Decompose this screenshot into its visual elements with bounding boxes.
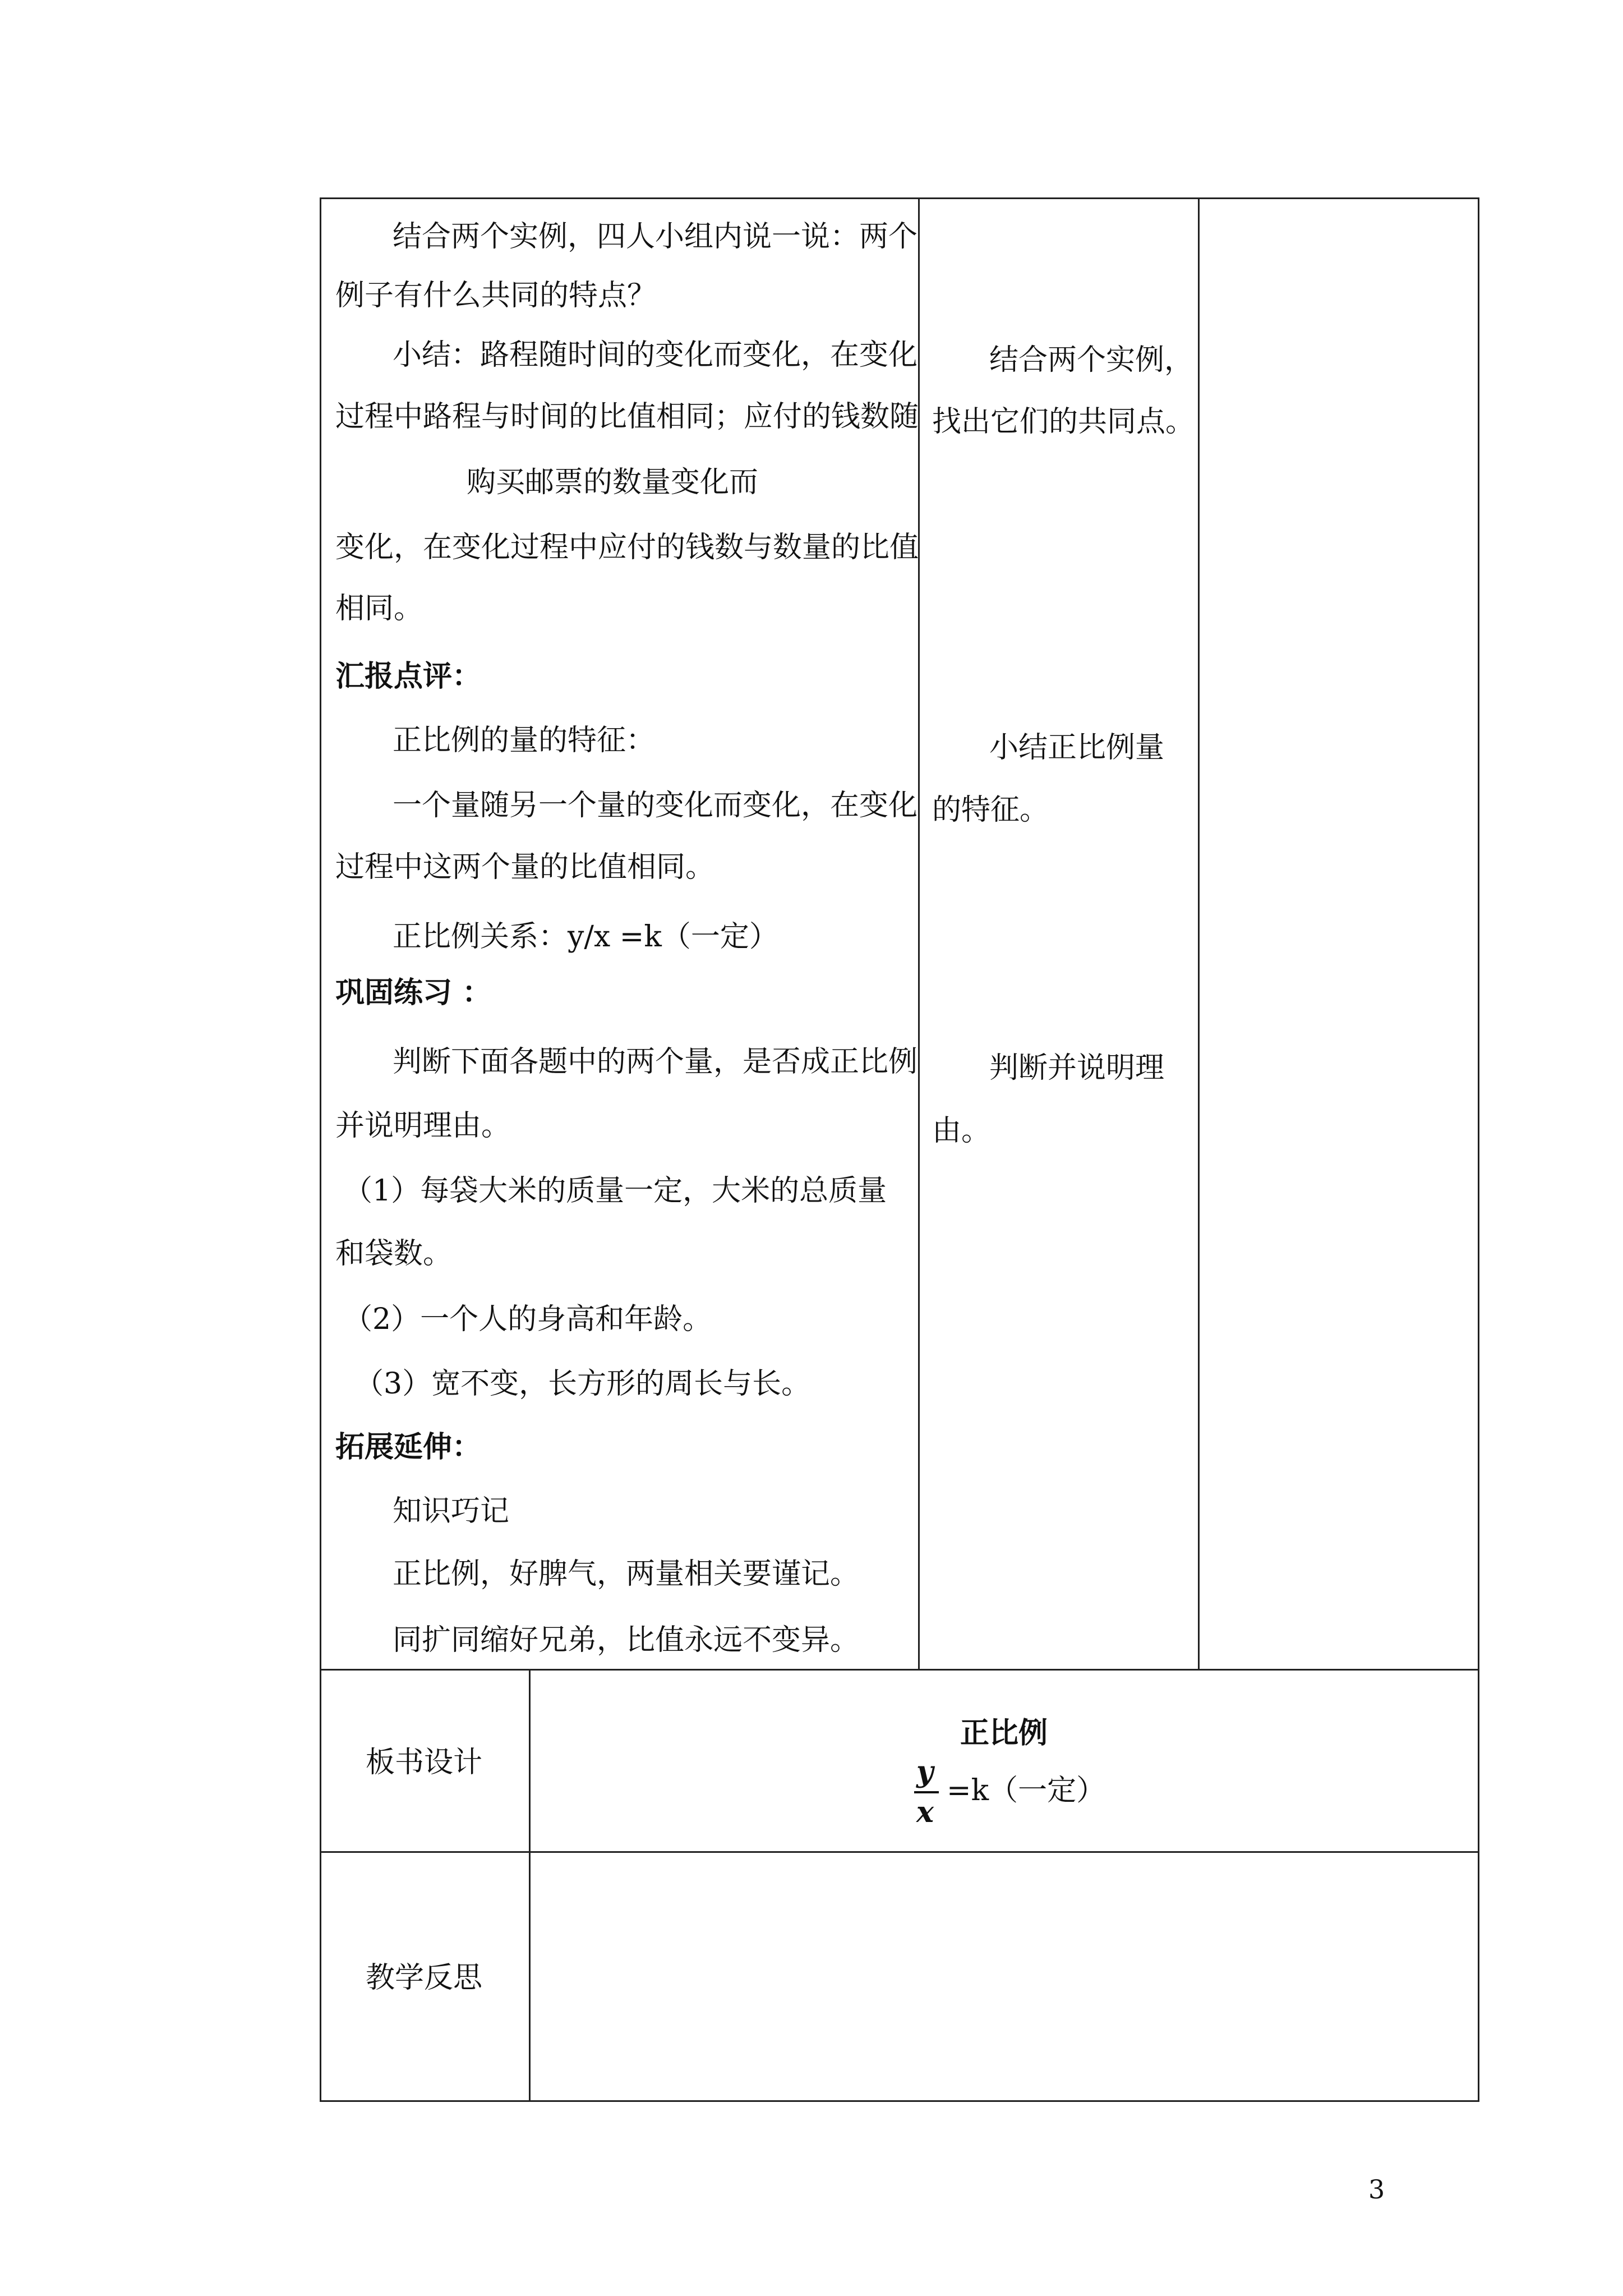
table-left-border [320, 197, 321, 2102]
teaching-reflection-label: 教学反思 [366, 1961, 483, 1995]
feature-line: 过程中这两个量的比值相同。 [335, 850, 715, 884]
relation-formula: 正比例关系：y/x =k（一定） [393, 920, 778, 954]
practice-item: （2）一个人的身高和年龄。 [343, 1303, 712, 1336]
page-number: 3 [1368, 2174, 1385, 2205]
label-column-divider [529, 1669, 531, 2102]
paragraph-line: 结合两个实例，四人小组内说一说：两个 [393, 220, 918, 254]
activity-note: 结合两个实例， [989, 343, 1194, 377]
fraction-bar [914, 1791, 939, 1793]
table-top-border [320, 197, 1479, 199]
practice-line: 判断下面各题中的两个量，是否成正比例 [393, 1045, 918, 1079]
practice-item: （3）宽不变，长方形的周长与长。 [354, 1367, 811, 1401]
activity-note: 的特征。 [932, 793, 1049, 827]
practice-item: （1）每袋大米的质量一定，大米的总质量 [343, 1174, 887, 1208]
practice-line: 并说明理由。 [335, 1109, 511, 1143]
board-title: 正比例 [960, 1716, 1048, 1750]
memo-title: 知识巧记 [393, 1494, 510, 1528]
summary-line: 相同。 [335, 592, 423, 625]
memo-line: 正比例，好脾气，两量相关要谨记。 [393, 1557, 860, 1591]
activity-note: 判断并说明理 [989, 1051, 1165, 1085]
summary-line: 小结：路程随时间的变化而变化，在变化 [393, 338, 918, 372]
feature-title: 正比例的量的特征： [393, 724, 656, 757]
row-divider-board [320, 1669, 1479, 1671]
activity-note: 由。 [932, 1114, 991, 1148]
summary-line: 购买邮票的数量变化而 [467, 466, 759, 499]
memo-line: 同扩同缩好兄弟，比值永远不变异。 [393, 1623, 860, 1657]
paragraph-line: 例子有什么共同的特点？ [335, 279, 657, 312]
activity-note: 找出它们的共同点。 [932, 405, 1195, 439]
practice-item: 和袋数。 [335, 1237, 453, 1271]
row-divider-reflection [320, 1851, 1479, 1853]
summary-line: 变化，在变化过程中应付的钱数与数量的比值 [335, 531, 919, 564]
table-right-border [1478, 197, 1479, 2102]
fraction-numerator: y [916, 1755, 934, 1789]
section-heading-practice: 巩固练习 ： [335, 976, 492, 1010]
table-bottom-border [320, 2100, 1479, 2102]
activity-note: 小结正比例量 [989, 731, 1165, 765]
section-heading-report: 汇报点评： [335, 659, 482, 693]
section-heading-extend: 拓展延伸： [335, 1430, 482, 1464]
fraction-denominator: x [916, 1795, 934, 1829]
board-equation: =k（一定） [947, 1774, 1106, 1807]
board-design-label: 板书设计 [366, 1746, 483, 1779]
column-divider-2 [1198, 197, 1200, 1671]
feature-line: 一个量随另一个量的变化而变化，在变化 [393, 789, 918, 822]
summary-line: 过程中路程与时间的比值相同；应付的钱数随 [335, 400, 919, 434]
